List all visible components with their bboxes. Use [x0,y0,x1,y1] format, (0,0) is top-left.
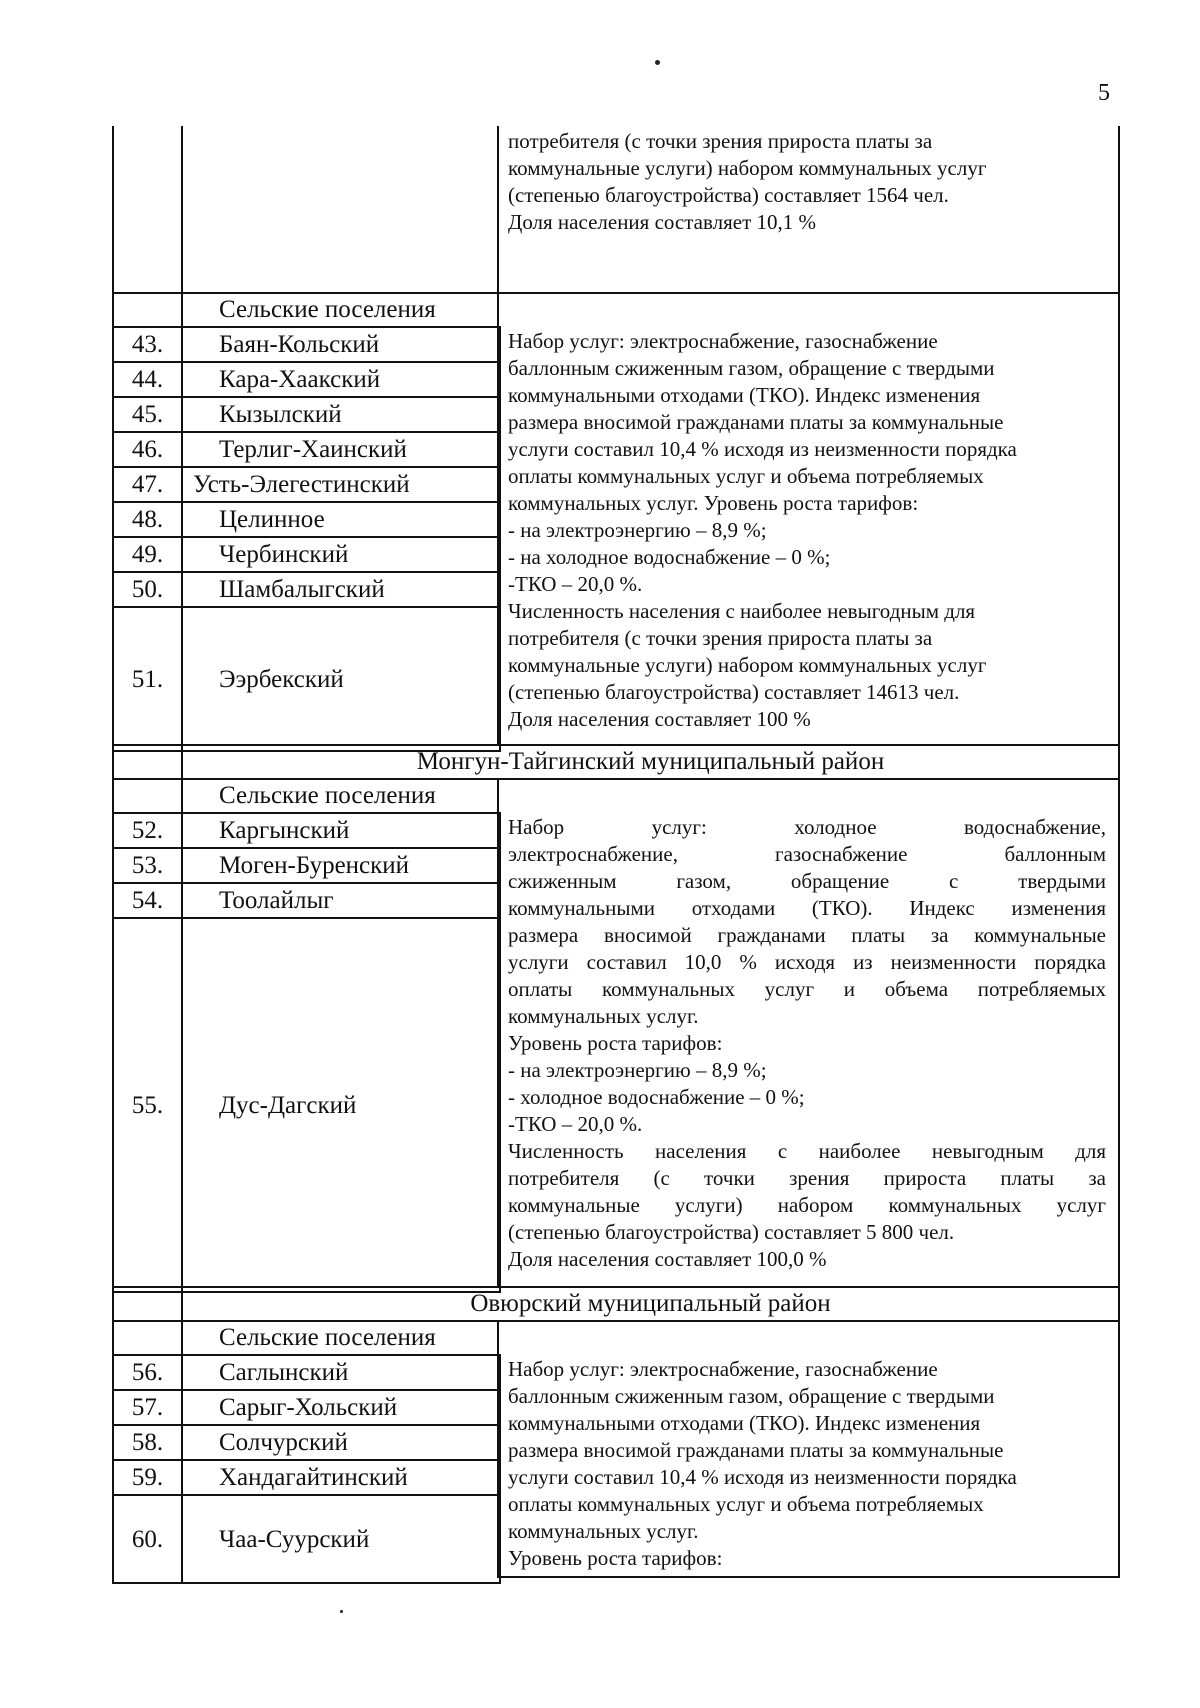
subheading-rural: Сельские поселения [183,294,499,326]
desc-line: - на электроэнергию – 8,9 %; [508,1058,767,1082]
district-heading: Овюрский муниципальный район [470,1290,831,1317]
desc-line: коммунальные услуги) набором коммунальных услуг [508,653,987,677]
district-heading: Монгун-Тайгинский муниципальный район [416,748,885,775]
desc-line: Численность населения с наиболее невыгодным для [508,1139,1106,1163]
table-row [113,1495,500,1583]
row-number: 51. [113,607,182,751]
desc-line: оплаты коммунальных услуг и объема потребляемых [508,977,1106,1001]
table-row [113,1460,500,1495]
row-number: 50. [113,572,182,607]
row-number: 47. [113,467,182,502]
table-right-border [1118,1354,1120,1578]
table-row [113,432,500,467]
settlement-name: Чербинский [182,537,500,572]
desc-line: -ТКО – 20,0 %. [508,572,643,596]
settlement-name: Терлиг-Хаинский [182,432,500,467]
table-row [113,467,500,502]
settlement-name: Шамбалыгский [182,572,500,607]
desc-line: - на электроэнергию – 8,9 %; [508,518,767,542]
desc-line: Доля населения составляет 10,1 % [508,210,817,234]
desc-line: сжиженным газом, обращение с твердыми [508,869,1106,893]
section2-table [112,812,501,1293]
settlement-name: Чаа-Суурский [182,1495,500,1583]
desc-line: Доля населения составляет 100 % [508,707,811,731]
settlement-name: Хандагайтинский [182,1460,500,1495]
row-number: 44. [113,362,182,397]
table-row [113,397,500,432]
row-number: 57. [113,1390,182,1425]
settlement-name: Тоолайлыг [182,883,500,918]
col-divider-2 [497,1354,499,1578]
desc-line: -ТКО – 20,0 %. [508,1112,643,1136]
settlement-name: Моген-Буренский [182,848,500,883]
row-number: 48. [113,502,182,537]
col-divider-2 [497,812,499,1288]
desc-line: размера вносимой гражданами платы за коммунальные [508,1438,1004,1462]
row-number: 58. [113,1425,182,1460]
settlement-name: Каргынский [182,813,500,848]
section2-description [508,814,1106,1273]
row-number: 55. [113,918,182,1292]
desc-line: потребителя (с точки зрения прироста платы за [508,129,933,153]
desc-line: оплаты коммунальных услуг и объема потребляемых [508,464,984,488]
desc-line: Численность населения с наиболее невыгодным для [508,599,976,623]
table-row [113,362,500,397]
desc-line: услуги составил 10,0 % исходя из неизменности порядка [508,950,1106,974]
row-number: 45. [113,397,182,432]
desc-line: услуги составил 10,4 % исходя из неизменности порядка [508,1465,1017,1489]
table-row [113,918,500,1292]
settlement-name: Целинное [182,502,500,537]
table-row [113,848,500,883]
desc-line: Набор услуг: холодное водоснабжение, [508,815,1106,839]
row-number: 46. [113,432,182,467]
desc-line: коммунальными отходами (ТКО). Индекс изменения [508,383,981,407]
settlement-name: Солчурский [182,1425,500,1460]
section1-description [508,328,1017,733]
table-row [113,813,500,848]
settlement-name: Сарыг-Хольский [182,1390,500,1425]
row-number: 54. [113,883,182,918]
desc-line: коммунальных услуг. Уровень роста тарифов: [508,491,919,515]
table-row [113,883,500,918]
col-divider-1 [181,126,183,298]
desc-line: Уровень роста тарифов: [508,1031,723,1055]
desc-line: (степенью благоустройства) составляет 1564 чел. [508,183,949,207]
desc-line: - на холодное водоснабжение – 0 %; [508,545,831,569]
row-number: 56. [113,1355,182,1390]
subheading-rural: Сельские поселения [183,1322,499,1354]
section3-bottom-border [497,1576,1120,1578]
settlement-name: Саглынский [182,1355,500,1390]
desc-line: коммунальных услуг. [508,1004,699,1028]
desc-line: коммунальными отходами (ТКО). Индекс изменения [508,896,1106,920]
row-number: 60. [113,1495,182,1583]
settlement-name: Баян-Кольский [182,327,500,362]
table-row [113,572,500,607]
desc-line: услуги составил 10,4 % исходя из неизменности порядка [508,437,1017,461]
settlement-name: Усть-Элегестинский [182,467,500,502]
subheading-row [112,1320,1120,1354]
section3-description [508,1356,1017,1572]
desc-line: оплаты коммунальных услуг и объема потребляемых [508,1492,984,1516]
table-row [113,327,500,362]
desc-line: Набор услуг: электроснабжение, газоснабжение [508,1357,938,1381]
subheading-row [112,778,1120,812]
table-right-border [1118,812,1120,1288]
table-right-border [1118,126,1120,298]
settlement-name: Кызылский [182,397,500,432]
desc-line: коммунальными отходами (ТКО). Индекс изменения [508,1411,981,1435]
district-heading-row [112,744,1120,778]
row-number: 59. [113,1460,182,1495]
page-number: 5 [1098,80,1110,106]
subheading-row [112,292,1120,326]
desc-line: - холодное водоснабжение – 0 %; [508,1085,805,1109]
table-row [113,1425,500,1460]
row-number: 49. [113,537,182,572]
row-number: 53. [113,848,182,883]
table-row [113,1355,500,1390]
col-divider-2 [497,126,499,298]
section1-table [112,326,501,752]
table-right-border [1118,326,1120,746]
desc-line: размера вносимой гражданами платы за коммунальные [508,923,1106,947]
section3-table [112,1354,501,1584]
desc-line: Уровень роста тарифов: [508,1546,723,1570]
table-left-border [112,126,114,298]
table-row [113,607,500,751]
desc-line: потребителя (с точки зрения прироста платы за [508,626,933,650]
table-row [113,1390,500,1425]
desc-line: коммунальные услуги) набором коммунальных услуг [508,1193,1106,1217]
desc-line: размера вносимой гражданами платы за коммунальные [508,410,1004,434]
scan-dot [340,1610,343,1613]
district-heading-row [112,1286,1120,1320]
desc-line: коммунальных услуг. [508,1519,699,1543]
row-number: 52. [113,813,182,848]
desc-line: (степенью благоустройства) составляет 14613 чел. [508,680,960,704]
desc-line: коммунальные услуги) набором коммунальных услуг [508,156,987,180]
table-row [113,502,500,537]
desc-line: Набор услуг: электроснабжение, газоснабжение [508,329,938,353]
settlement-name: Кара-Хаакский [182,362,500,397]
desc-line: электроснабжение, газоснабжение баллонным [508,842,1106,866]
col-divider-2 [497,326,499,746]
desc-line: баллонным сжиженным газом, обращение с твердыми [508,1384,995,1408]
settlement-name: Ээрбекский [182,607,500,751]
settlement-name: Дус-Дагский [182,918,500,1292]
continued-description [508,128,986,236]
scan-dot [655,60,660,65]
table-row [113,537,500,572]
desc-line: Доля населения составляет 100,0 % [508,1247,827,1271]
row-number: 43. [113,327,182,362]
desc-line: потребителя (с точки зрения прироста платы за [508,1166,1106,1190]
desc-line: баллонным сжиженным газом, обращение с твердыми [508,356,995,380]
desc-line: (степенью благоустройства) составляет 5 800 чел. [508,1220,955,1244]
subheading-rural: Сельские поселения [183,780,499,812]
